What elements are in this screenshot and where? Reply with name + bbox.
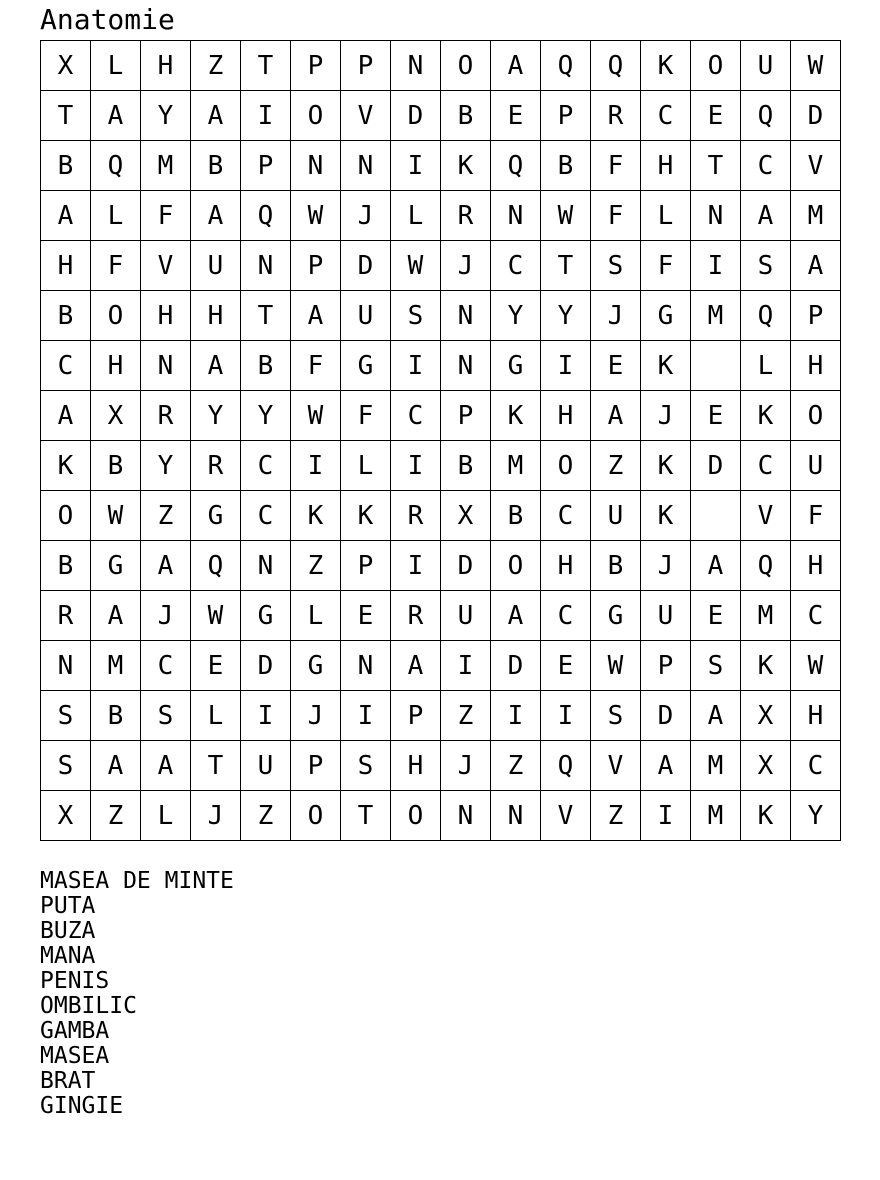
grid-cell[interactable]: C [741, 141, 791, 191]
grid-cell[interactable]: I [241, 691, 291, 741]
grid-cell[interactable]: L [391, 191, 441, 241]
grid-cell[interactable]: D [491, 641, 541, 691]
grid-cell[interactable]: Q [541, 741, 591, 791]
grid-cell[interactable]: W [541, 191, 591, 241]
grid-cell[interactable]: J [341, 191, 391, 241]
grid-cell[interactable]: P [291, 241, 341, 291]
grid-cell[interactable]: N [341, 641, 391, 691]
grid-cell[interactable]: R [391, 591, 441, 641]
grid-cell[interactable]: N [491, 791, 541, 841]
grid-cell[interactable]: X [741, 741, 791, 791]
grid-cell[interactable]: N [441, 791, 491, 841]
grid-cell[interactable]: Q [491, 141, 541, 191]
grid-cell[interactable]: F [641, 241, 691, 291]
grid-cell[interactable]: Y [491, 291, 541, 341]
grid-cell[interactable]: X [741, 691, 791, 741]
word-list-item: PUTA [40, 893, 96, 919]
grid-cell[interactable]: W [191, 591, 241, 641]
grid-cell[interactable]: E [191, 641, 241, 691]
grid-cell[interactable]: I [391, 341, 441, 391]
grid-cell[interactable]: D [241, 641, 291, 691]
grid-cell[interactable]: H [141, 291, 191, 341]
grid-cell[interactable]: M [691, 741, 741, 791]
grid-cell[interactable]: Z [441, 691, 491, 741]
grid-cell[interactable]: G [641, 291, 691, 341]
grid-cell[interactable]: M [141, 141, 191, 191]
word-list-item: PENIS [40, 968, 110, 994]
grid-cell[interactable]: J [441, 741, 491, 791]
grid-cell[interactable]: T [241, 291, 291, 341]
grid-cell[interactable]: V [591, 741, 641, 791]
grid-cell[interactable]: M [91, 641, 141, 691]
grid-cell[interactable]: D [391, 91, 441, 141]
grid-cell[interactable]: O [291, 91, 341, 141]
grid-cell[interactable]: O [691, 41, 741, 91]
grid-cell[interactable]: L [291, 591, 341, 641]
grid-cell[interactable]: C [641, 91, 691, 141]
grid-cell[interactable]: M [691, 791, 741, 841]
grid-cell[interactable]: H [141, 41, 191, 91]
grid-cell[interactable]: B [91, 691, 141, 741]
grid-cell[interactable]: I [541, 341, 591, 391]
grid-cell[interactable]: P [341, 41, 391, 91]
grid-cell[interactable]: C [541, 491, 591, 541]
grid-cell[interactable]: K [491, 391, 541, 441]
word-list-item: GINGIE [40, 1093, 124, 1119]
grid-cell[interactable]: B [91, 441, 141, 491]
grid-cell[interactable]: R [441, 191, 491, 241]
grid-cell[interactable]: N [241, 241, 291, 291]
grid-cell[interactable]: K [741, 791, 791, 841]
grid-cell[interactable]: Q [741, 541, 791, 591]
grid-cell[interactable]: N [141, 341, 191, 391]
grid-cell[interactable]: P [791, 291, 841, 341]
grid-cell[interactable]: M [691, 291, 741, 341]
grid-cell[interactable]: P [291, 41, 341, 91]
grid-cell[interactable]: A [641, 741, 691, 791]
grid-cell[interactable]: N [441, 291, 491, 341]
grid-cell[interactable]: G [341, 341, 391, 391]
grid-cell[interactable]: N [341, 141, 391, 191]
grid-cell[interactable]: K [341, 491, 391, 541]
grid-cell[interactable]: E [341, 591, 391, 641]
grid-cell[interactable]: Z [291, 541, 341, 591]
grid-cell[interactable]: S [741, 241, 791, 291]
word-list-item: MASEA [40, 1043, 110, 1069]
grid-cell[interactable]: W [291, 391, 341, 441]
grid-cell[interactable]: E [691, 391, 741, 441]
grid-cell[interactable]: W [291, 191, 341, 241]
grid-cell[interactable]: L [341, 441, 391, 491]
grid-cell[interactable]: B [41, 291, 91, 341]
grid-cell[interactable]: Z [591, 441, 641, 491]
grid-cell[interactable]: R [591, 91, 641, 141]
grid-cell[interactable]: N [241, 541, 291, 591]
grid-cell[interactable]: R [191, 441, 241, 491]
grid-cell[interactable]: K [641, 441, 691, 491]
grid-cell[interactable]: M [741, 591, 791, 641]
grid-cell[interactable]: P [541, 91, 591, 141]
grid-cell[interactable]: C [741, 441, 791, 491]
grid-cell[interactable]: C [791, 741, 841, 791]
grid-cell[interactable]: A [91, 741, 141, 791]
grid-cell[interactable]: H [791, 341, 841, 391]
grid-cell[interactable]: X [441, 491, 491, 541]
grid-cell[interactable]: Z [591, 791, 641, 841]
grid-cell[interactable]: U [341, 291, 391, 341]
grid-cell[interactable]: U [241, 741, 291, 791]
grid-cell[interactable]: G [591, 591, 641, 641]
grid-cell[interactable]: O [391, 791, 441, 841]
grid-cell[interactable]: Z [141, 491, 191, 541]
grid-cell[interactable]: A [391, 641, 441, 691]
grid-cell[interactable]: D [341, 241, 391, 291]
grid-cell[interactable]: K [41, 441, 91, 491]
grid-cell[interactable]: Z [191, 41, 241, 91]
grid-cell[interactable]: H [41, 241, 91, 291]
word-list-item: MANA [40, 943, 96, 969]
grid-cell[interactable]: C [491, 241, 541, 291]
grid-cell[interactable]: Q [741, 291, 791, 341]
grid-cell[interactable]: V [341, 91, 391, 141]
grid-cell[interactable]: B [441, 91, 491, 141]
grid-cell[interactable]: I [391, 541, 441, 591]
grid-cell[interactable]: I [291, 441, 341, 491]
grid-cell[interactable]: A [191, 341, 241, 391]
grid-cell[interactable]: V [141, 241, 191, 291]
grid-cell[interactable]: M [491, 441, 541, 491]
grid-cell[interactable]: A [491, 591, 541, 641]
grid-cell[interactable]: I [541, 691, 591, 741]
grid-cell[interactable]: Q [541, 41, 591, 91]
grid-cell[interactable]: A [41, 391, 91, 441]
grid-cell[interactable]: P [391, 691, 441, 741]
grid-cell[interactable]: T [41, 91, 91, 141]
grid-cell[interactable]: A [91, 91, 141, 141]
grid-cell[interactable]: A [741, 191, 791, 241]
grid-cell[interactable]: S [591, 691, 641, 741]
grid-cell[interactable]: B [41, 141, 91, 191]
grid-cell[interactable]: S [41, 741, 91, 791]
grid-cell[interactable]: Q [741, 91, 791, 141]
grid-cell[interactable]: O [291, 791, 341, 841]
grid-cell[interactable]: H [541, 541, 591, 591]
grid-cell[interactable]: J [641, 391, 691, 441]
grid-cell[interactable]: U [641, 591, 691, 641]
grid-cell[interactable]: S [691, 641, 741, 691]
grid-cell[interactable]: N [41, 641, 91, 691]
grid-cell[interactable]: O [441, 41, 491, 91]
grid-cell[interactable]: N [441, 341, 491, 391]
grid-cell[interactable]: P [241, 141, 291, 191]
grid-cell[interactable]: T [341, 791, 391, 841]
grid-cell[interactable]: A [691, 541, 741, 591]
grid-cell[interactable]: P [291, 741, 341, 791]
grid-cell[interactable]: G [241, 591, 291, 641]
grid-cell[interactable]: U [191, 241, 241, 291]
grid-cell[interactable]: N [291, 141, 341, 191]
grid-cell[interactable]: A [791, 241, 841, 291]
grid-cell[interactable]: C [141, 641, 191, 691]
grid-cell[interactable]: A [691, 691, 741, 741]
grid-cell[interactable]: Y [141, 91, 191, 141]
grid-cell[interactable]: O [41, 491, 91, 541]
grid-cell[interactable]: D [791, 91, 841, 141]
grid-cell[interactable]: T [541, 241, 591, 291]
grid-cell[interactable]: F [141, 191, 191, 241]
grid-cell[interactable]: T [691, 141, 741, 191]
grid-cell[interactable]: G [191, 491, 241, 541]
grid-cell[interactable]: I [441, 641, 491, 691]
grid-cell[interactable]: D [691, 441, 741, 491]
grid-cell[interactable]: K [641, 491, 691, 541]
grid-cell[interactable]: A [491, 41, 541, 91]
grid-cell[interactable]: Y [791, 791, 841, 841]
grid-cell[interactable]: A [141, 541, 191, 591]
grid-cell[interactable]: Y [191, 391, 241, 441]
grid-cell[interactable]: U [591, 491, 641, 541]
grid-cell[interactable]: M [791, 191, 841, 241]
grid-cell[interactable]: B [491, 491, 541, 541]
grid-cell[interactable]: W [591, 641, 641, 691]
grid-cell[interactable]: F [91, 241, 141, 291]
grid-cell[interactable]: Y [141, 441, 191, 491]
grid-cell[interactable]: K [641, 341, 691, 391]
grid-cell[interactable]: I [341, 691, 391, 741]
grid-cell[interactable]: N [691, 191, 741, 241]
grid-cell[interactable]: F [591, 191, 641, 241]
grid-cell[interactable]: N [491, 191, 541, 241]
grid-cell[interactable]: D [441, 541, 491, 591]
grid-cell[interactable]: K [741, 391, 791, 441]
grid-cell[interactable]: U [791, 441, 841, 491]
grid-cell[interactable]: J [141, 591, 191, 641]
grid-cell[interactable]: O [491, 541, 541, 591]
grid-cell[interactable]: I [241, 91, 291, 141]
grid-cell[interactable]: C [541, 591, 591, 641]
grid-cell[interactable]: P [341, 541, 391, 591]
grid-cell[interactable]: I [491, 691, 541, 741]
grid-cell[interactable]: B [541, 141, 591, 191]
grid-cell[interactable]: U [441, 591, 491, 641]
grid-cell[interactable]: Q [91, 141, 141, 191]
grid-cell[interactable]: B [191, 141, 241, 191]
grid-cell[interactable]: Z [491, 741, 541, 791]
grid-cell[interactable]: W [791, 41, 841, 91]
grid-cell[interactable]: Y [241, 391, 291, 441]
grid-cell[interactable]: R [41, 591, 91, 641]
grid-cell[interactable]: Y [541, 291, 591, 341]
grid-cell[interactable]: J [191, 791, 241, 841]
grid-cell[interactable]: S [141, 691, 191, 741]
grid-cell[interactable]: H [541, 391, 591, 441]
grid-cell[interactable]: L [641, 191, 691, 241]
word-list-item: GAMBA [40, 1018, 110, 1044]
letter-grid [40, 40, 841, 841]
grid-cell[interactable]: V [541, 791, 591, 841]
word-list-item: OMBILIC [40, 993, 137, 1019]
grid-cell[interactable]: F [291, 341, 341, 391]
grid-cell[interactable]: D [641, 691, 691, 741]
grid-cell[interactable]: A [141, 741, 191, 791]
grid-cell[interactable]: H [191, 291, 241, 341]
grid-cell[interactable]: I [391, 141, 441, 191]
grid-cell[interactable]: R [391, 491, 441, 541]
grid-cell[interactable]: Z [241, 791, 291, 841]
grid-cell[interactable]: N [391, 41, 441, 91]
word-list [40, 869, 234, 1119]
grid-cell[interactable]: H [91, 341, 141, 391]
grid-cell[interactable] [691, 341, 741, 391]
grid-cell[interactable]: W [91, 491, 141, 541]
grid-cell[interactable]: A [291, 291, 341, 341]
grid-cell[interactable]: P [441, 391, 491, 441]
grid-cell[interactable]: E [541, 641, 591, 691]
grid-cell[interactable]: G [491, 341, 541, 391]
grid-cell[interactable]: J [591, 291, 641, 341]
grid-cell[interactable]: C [791, 591, 841, 641]
grid-cell[interactable]: S [391, 291, 441, 341]
grid-cell[interactable]: V [791, 141, 841, 191]
grid-cell[interactable]: A [41, 191, 91, 241]
grid-cell[interactable]: L [741, 341, 791, 391]
grid-cell[interactable]: Z [91, 791, 141, 841]
grid-cell[interactable]: A [91, 591, 141, 641]
grid-cell[interactable]: F [591, 141, 641, 191]
grid-cell[interactable]: O [791, 391, 841, 441]
grid-cell[interactable]: F [341, 391, 391, 441]
grid-cell[interactable]: I [391, 441, 441, 491]
grid-cell[interactable]: K [441, 141, 491, 191]
grid-cell[interactable]: L [141, 791, 191, 841]
word-list-item: BUZA [40, 918, 96, 944]
grid-cell[interactable]: K [291, 491, 341, 541]
grid-cell[interactable]: J [291, 691, 341, 741]
grid-cell[interactable]: K [641, 41, 691, 91]
grid-cell[interactable]: A [191, 191, 241, 241]
grid-cell[interactable]: L [91, 191, 141, 241]
grid-cell[interactable]: G [291, 641, 341, 691]
grid-cell[interactable] [691, 491, 741, 541]
grid-cell[interactable]: S [341, 741, 391, 791]
grid-cell[interactable]: Q [241, 191, 291, 241]
grid-cell[interactable]: S [591, 241, 641, 291]
grid-cell[interactable]: E [591, 341, 641, 391]
grid-cell[interactable]: B [591, 541, 641, 591]
grid-cell[interactable]: I [691, 241, 741, 291]
grid-cell[interactable]: F [791, 491, 841, 541]
grid-cell[interactable]: C [41, 341, 91, 391]
grid-cell[interactable]: X [91, 391, 141, 441]
grid-cell[interactable]: X [41, 41, 91, 91]
grid-cell[interactable]: E [691, 591, 741, 641]
grid-cell[interactable]: O [541, 441, 591, 491]
grid-cell[interactable]: G [91, 541, 141, 591]
grid-cell[interactable]: J [641, 541, 691, 591]
grid-cell[interactable]: R [141, 391, 191, 441]
grid-cell[interactable]: T [241, 41, 291, 91]
grid-cell[interactable]: H [391, 741, 441, 791]
grid-cell[interactable]: H [641, 141, 691, 191]
grid-cell[interactable]: X [41, 791, 91, 841]
grid-cell[interactable]: W [791, 641, 841, 691]
grid-cell[interactable]: B [241, 341, 291, 391]
grid-cell[interactable]: V [741, 491, 791, 541]
grid-cell[interactable]: B [41, 541, 91, 591]
grid-cell[interactable]: H [791, 691, 841, 741]
grid-cell[interactable]: L [191, 691, 241, 741]
grid-cell[interactable]: U [741, 41, 791, 91]
grid-cell[interactable]: I [641, 791, 691, 841]
grid-cell[interactable]: B [441, 441, 491, 491]
grid-cell[interactable]: C [391, 391, 441, 441]
word-list-item: MASEA DE MINTE [40, 868, 234, 894]
puzzle-title: Anatomie [40, 3, 175, 36]
grid-cell[interactable]: Q [591, 41, 641, 91]
grid-cell[interactable]: A [191, 91, 241, 141]
grid-cell[interactable]: P [641, 641, 691, 691]
grid-cell[interactable]: O [91, 291, 141, 341]
grid-cell[interactable]: C [241, 441, 291, 491]
grid-cell[interactable]: C [241, 491, 291, 541]
grid-cell[interactable]: J [441, 241, 491, 291]
grid-cell[interactable]: S [41, 691, 91, 741]
grid-cell[interactable]: W [391, 241, 441, 291]
grid-cell[interactable]: Q [191, 541, 241, 591]
word-list-item: BRAT [40, 1068, 96, 1094]
grid-cell[interactable]: K [741, 641, 791, 691]
grid-cell[interactable]: L [91, 41, 141, 91]
grid-cell[interactable]: A [591, 391, 641, 441]
grid-cell[interactable]: E [691, 91, 741, 141]
grid-cell[interactable]: E [491, 91, 541, 141]
grid-cell[interactable]: H [791, 541, 841, 591]
grid-cell[interactable]: T [191, 741, 241, 791]
